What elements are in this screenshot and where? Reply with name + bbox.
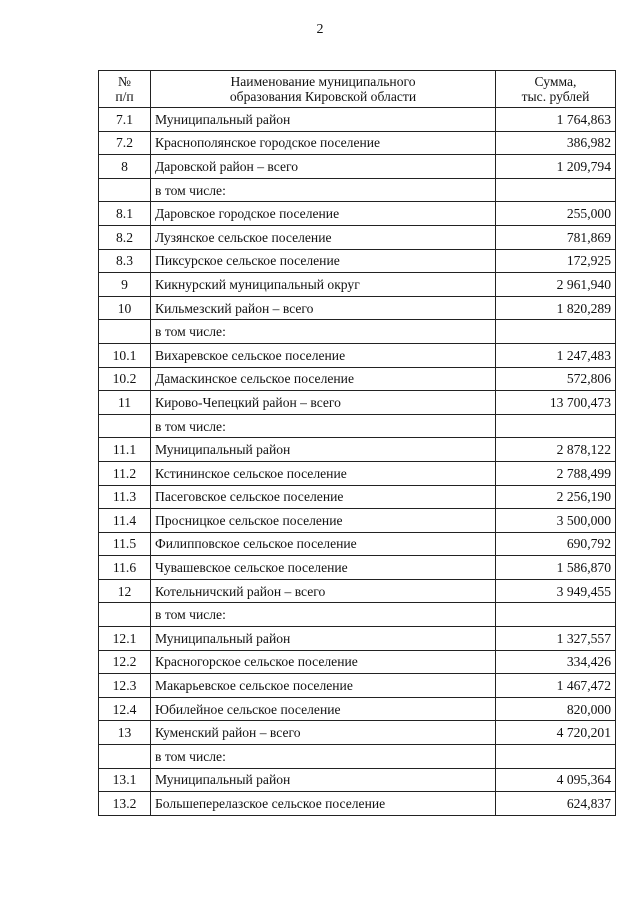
row-sum: 1 820,289 [496,296,616,320]
row-number: 10.1 [99,343,151,367]
table-row [99,391,616,415]
row-sum: 820,000 [496,697,616,721]
row-sum: 781,869 [496,225,616,249]
row-name: Даровское городское поселение [151,202,496,226]
row-sum [496,414,616,438]
table-row [99,367,616,391]
table-row [99,108,616,132]
row-number: 12.3 [99,674,151,698]
row-number: 9 [99,273,151,297]
row-number: 11.5 [99,532,151,556]
row-name: в том числе: [151,178,496,202]
table-row [99,721,616,745]
row-name: Краснополянское городское поселение [151,131,496,155]
row-number: 11 [99,391,151,415]
row-number: 8.2 [99,225,151,249]
table-row [99,178,616,202]
table-row [99,627,616,651]
row-sum: 3 500,000 [496,509,616,533]
table-row [99,509,616,533]
header-sum [496,71,616,108]
row-sum: 172,925 [496,249,616,273]
header-number-line-2: п/п [115,89,134,104]
header-number-line-1: № [118,74,131,89]
row-number: 8 [99,155,151,179]
row-number [99,603,151,627]
row-name: Просницкое сельское поселение [151,509,496,533]
table-row [99,603,616,627]
table-row [99,674,616,698]
row-sum: 2 878,122 [496,438,616,462]
row-number: 8.3 [99,249,151,273]
row-name: Кильмезский район – всего [151,296,496,320]
table-row [99,320,616,344]
table-row [99,461,616,485]
table-row [99,131,616,155]
row-sum [496,178,616,202]
row-name: в том числе: [151,320,496,344]
table-row [99,745,616,769]
row-name: в том числе: [151,745,496,769]
row-number: 12.4 [99,697,151,721]
row-name: Куменский район – всего [151,721,496,745]
header-name [151,71,496,108]
row-number: 12 [99,579,151,603]
row-sum [496,745,616,769]
row-sum: 2 256,190 [496,485,616,509]
row-name: в том числе: [151,414,496,438]
row-name: Кикнурский муниципальный округ [151,273,496,297]
row-number [99,745,151,769]
row-number [99,320,151,344]
row-sum: 572,806 [496,367,616,391]
header-name-line-2: образования Кировской области [229,89,417,104]
row-sum: 1 327,557 [496,627,616,651]
row-sum [496,603,616,627]
row-name: Кстининское сельское поселение [151,461,496,485]
row-name: Юбилейное сельское поселение [151,697,496,721]
row-sum: 334,426 [496,650,616,674]
table-row [99,155,616,179]
row-name: Вихаревское сельское поселение [151,343,496,367]
row-number: 10.2 [99,367,151,391]
row-sum: 4 095,364 [496,768,616,792]
table-row [99,296,616,320]
table-row [99,202,616,226]
row-name: Муниципальный район [151,438,496,462]
row-number: 10 [99,296,151,320]
row-sum: 4 720,201 [496,721,616,745]
row-sum: 1 586,870 [496,556,616,580]
row-name: Даровской район – всего [151,155,496,179]
row-number: 13 [99,721,151,745]
table-row [99,343,616,367]
table-row [99,768,616,792]
row-number: 12.1 [99,627,151,651]
table-row [99,579,616,603]
row-number: 7.2 [99,131,151,155]
row-number: 11.2 [99,461,151,485]
row-sum: 690,792 [496,532,616,556]
row-number: 11.4 [99,509,151,533]
row-name: Котельничский район – всего [151,579,496,603]
header-sum-line-2: тыс. рублей [521,89,590,104]
row-number [99,414,151,438]
row-name: Макарьевское сельское поселение [151,674,496,698]
row-sum: 255,000 [496,202,616,226]
row-name: Пиксурское сельское поселение [151,249,496,273]
row-name: Чувашевское сельское поселение [151,556,496,580]
row-sum: 3 949,455 [496,579,616,603]
row-number: 7.1 [99,108,151,132]
row-sum: 13 700,473 [496,391,616,415]
header-sum-line-1: Сумма, [534,74,577,89]
row-number: 13.1 [99,768,151,792]
row-name: Кирово-Чепецкий район – всего [151,391,496,415]
table-row [99,532,616,556]
table-row [99,225,616,249]
table-row [99,697,616,721]
table-row [99,414,616,438]
row-sum: 386,982 [496,131,616,155]
row-sum: 1 209,794 [496,155,616,179]
table-row [99,485,616,509]
table-row [99,249,616,273]
table-row [99,556,616,580]
row-sum: 2 788,499 [496,461,616,485]
row-name: Красногорское сельское поселение [151,650,496,674]
row-number: 11.1 [99,438,151,462]
row-sum: 2 961,940 [496,273,616,297]
row-name: Большеперелазское сельское поселение [151,792,496,816]
header-row [99,71,616,108]
row-number: 13.2 [99,792,151,816]
table-row [99,650,616,674]
row-sum [496,320,616,344]
row-number: 12.2 [99,650,151,674]
row-name: Филипповское сельское поселение [151,532,496,556]
page-number: 2 [316,22,324,37]
row-name: Муниципальный район [151,627,496,651]
row-name: Дамаскинское сельское поселение [151,367,496,391]
row-sum: 1 467,472 [496,674,616,698]
row-sum: 1 764,863 [496,108,616,132]
row-name: Пасеговское сельское поселение [151,485,496,509]
row-number: 8.1 [99,202,151,226]
header-name-line-1: Наименование муниципального [230,74,416,89]
table-body [99,108,616,816]
table-row [99,438,616,462]
budget-table [98,70,616,816]
row-sum: 1 247,483 [496,343,616,367]
row-sum: 624,837 [496,792,616,816]
table-row [99,273,616,297]
row-number: 11.3 [99,485,151,509]
header-number [99,71,151,108]
table-row [99,792,616,816]
row-name: Муниципальный район [151,108,496,132]
row-name: в том числе: [151,603,496,627]
row-name: Муниципальный район [151,768,496,792]
row-name: Лузянское сельское поселение [151,225,496,249]
table-header [99,71,616,108]
row-number: 11.6 [99,556,151,580]
row-number [99,178,151,202]
